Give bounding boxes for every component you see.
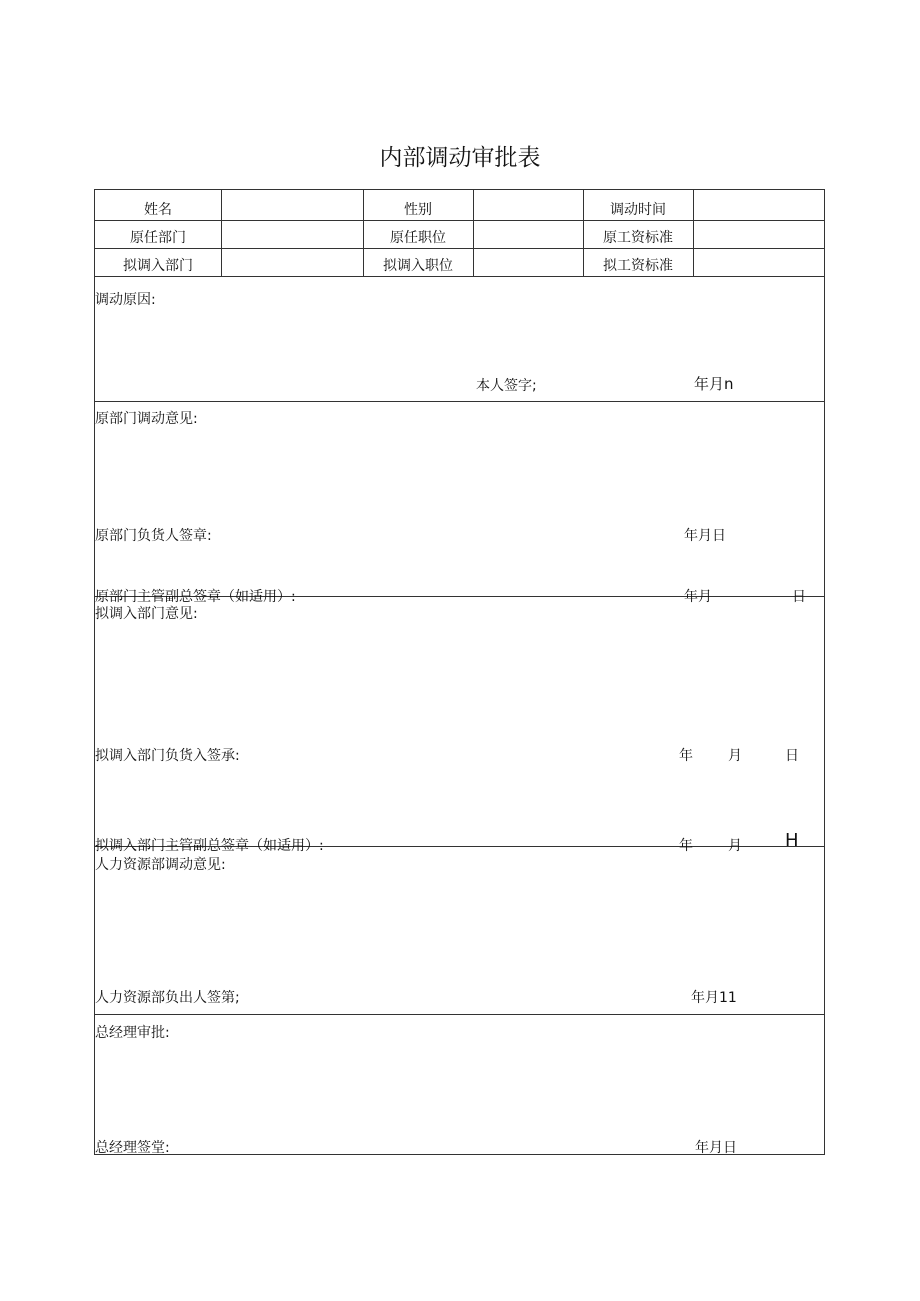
new-dept-sign-label: 拟调入部门负货入签承: bbox=[95, 748, 240, 764]
label-new-dept: 拟调入部门 bbox=[123, 258, 193, 274]
new-vp-date-day: H bbox=[785, 830, 799, 851]
label-gender: 性别 bbox=[404, 202, 432, 218]
label-transfer-time: 调动时间 bbox=[610, 202, 666, 218]
new-dept-date-day: 日 bbox=[785, 748, 799, 764]
gm-heading: 总经理审批: bbox=[95, 1025, 170, 1041]
label-new-position: 拟调入职位 bbox=[383, 258, 453, 274]
hr-heading: 人力资源部调动意见: bbox=[95, 857, 226, 873]
label-name: 姓名 bbox=[144, 202, 172, 218]
orig-dept-sign-label: 原部门负货人签章: bbox=[95, 528, 212, 544]
form-title: 内部调动审批表 bbox=[379, 145, 541, 171]
new-vp-date-year: 年 bbox=[679, 838, 693, 854]
label-new-salary: 拟工资标准 bbox=[603, 258, 673, 274]
orig-dept-section bbox=[95, 402, 824, 605]
new-vp-sign-label: 拟调入部门主管副总签章（如适用）: bbox=[95, 838, 324, 854]
grid-line bbox=[95, 248, 824, 249]
new-dept-heading: 拟调入部门意见: bbox=[95, 606, 198, 622]
approval-form bbox=[94, 189, 825, 1155]
orig-vp-sign-label: 原部门主管副总签章（如适用）: bbox=[95, 589, 296, 605]
new-vp-date-month: 月 bbox=[728, 838, 742, 854]
hr-section bbox=[95, 847, 824, 1014]
orig-dept-date: 年月日 bbox=[684, 528, 726, 544]
gm-section bbox=[95, 1015, 824, 1155]
label-orig-dept: 原任部门 bbox=[130, 230, 186, 246]
label-orig-position: 原任职位 bbox=[390, 230, 446, 246]
reason-section bbox=[95, 277, 824, 401]
new-dept-section bbox=[95, 597, 824, 854]
grid-line bbox=[693, 190, 694, 276]
self-sign-label: 本人签字; bbox=[476, 378, 537, 394]
grid-line bbox=[221, 190, 222, 276]
reason-date: 年月n bbox=[694, 375, 734, 393]
gm-date: 年月日 bbox=[695, 1140, 737, 1156]
grid-line bbox=[473, 190, 474, 276]
hr-sign-label: 人力资源部负出人签第; bbox=[95, 990, 240, 1006]
reason-heading: 调动原因: bbox=[95, 292, 156, 308]
orig-vp-date-year-month: 年月 bbox=[684, 589, 712, 605]
gm-sign-label: 总经理签堂: bbox=[95, 1140, 170, 1156]
hr-date: 年月11 bbox=[691, 990, 737, 1006]
orig-vp-date-day: 日 bbox=[792, 589, 806, 605]
new-dept-date-month: 月 bbox=[728, 748, 742, 764]
label-orig-salary: 原工资标准 bbox=[603, 230, 673, 246]
grid-line bbox=[95, 220, 824, 221]
orig-dept-heading: 原部门调动意见: bbox=[95, 411, 198, 427]
new-dept-date-year: 年 bbox=[679, 748, 693, 764]
